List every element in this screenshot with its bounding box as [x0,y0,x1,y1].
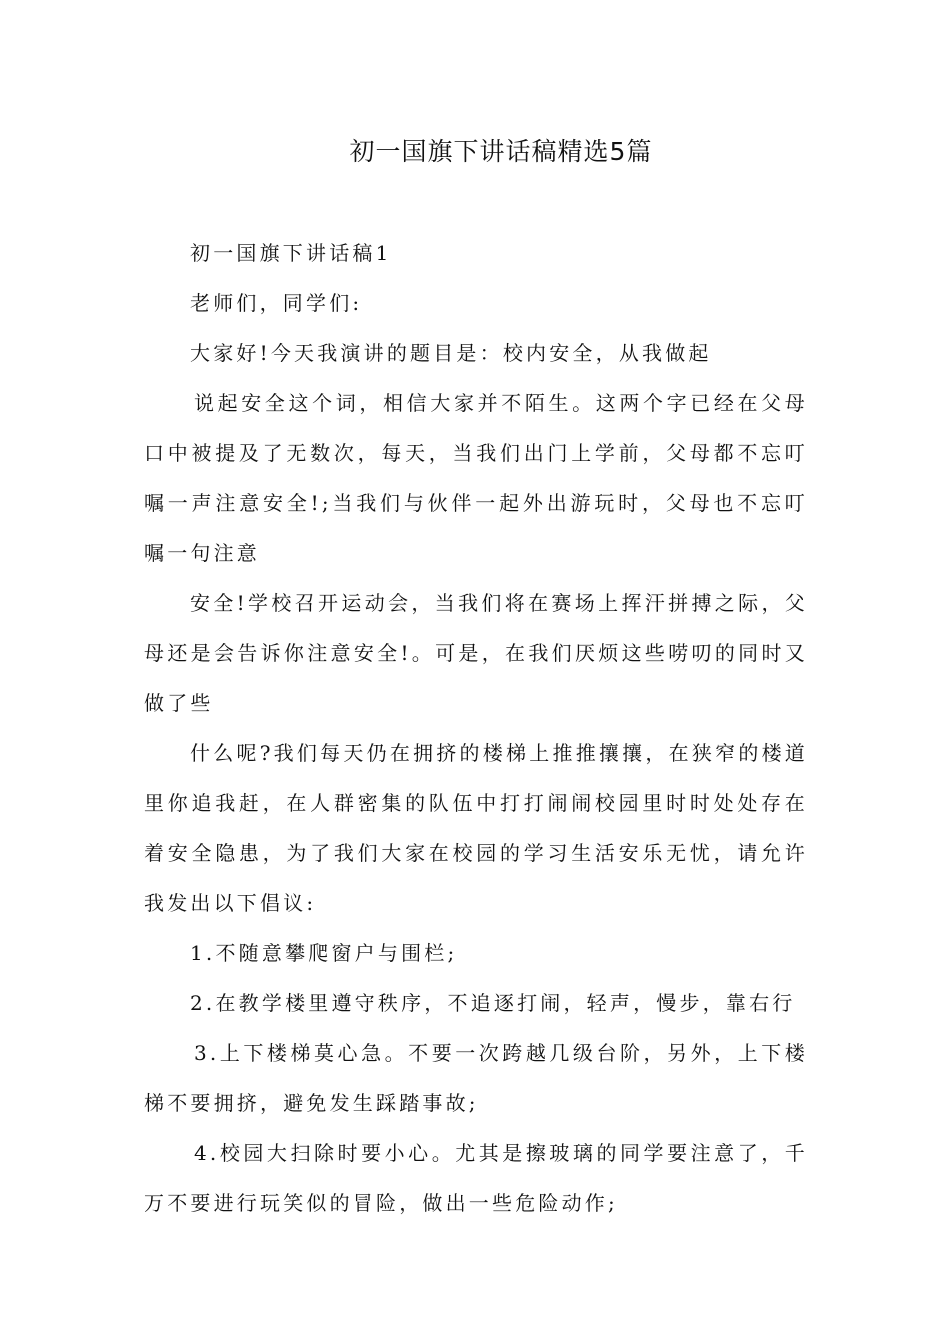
salutation-paragraph: 老师们，同学们: [190,291,363,315]
list-item-3: 3.上下楼梯莫心急。不要一次跨越几级台阶，另外，上下楼梯不要拥挤，避免发生踩踏事故; [144,1041,808,1115]
document-title: 初一国旗下讲话稿精选5篇 [349,137,653,166]
list-item-1: 1.不随意攀爬窗户与围栏; [190,941,458,965]
section-heading: 初一国旗下讲话稿1 [190,241,392,265]
body-paragraph: 什么呢?我们每天仍在拥挤的楼梯上推推攘攘，在狭窄的楼道里你追我赶，在人群密集的队伍中打打闹闹校园里时时处处存在着安全隐患，为了我们大家在校园的学习生活安乐无忧，请允许我发出以下倡议: [144,741,808,915]
list-item-4: 4.校园大扫除时要小心。尤其是擦玻璃的同学要注意了，千万不要进行玩笑似的冒险，做出一些危险动作; [144,1141,808,1215]
opening-paragraph: 大家好!今天我演讲的题目是：校内安全，从我做起 [190,341,712,365]
list-item-2: 2.在教学楼里遵守秩序，不追逐打闹，轻声，慢步，靠右行 [190,991,796,1015]
document-body [144,228,808,1228]
body-paragraph: 说起安全这个词，相信大家并不陌生。这两个字已经在父母口中被提及了无数次，每天，当我们出门上学前，父母都不忘叮嘱一声注意安全!;当我们与伙伴一起外出游玩时，父母也不忘叮嘱一句注意 [144,391,808,565]
body-paragraph: 安全!学校召开运动会，当我们将在赛场上挥汗拼搏之际，父母还是会告诉你注意安全!。可是，在我们厌烦这些唠叨的同时又做了些 [144,591,808,715]
